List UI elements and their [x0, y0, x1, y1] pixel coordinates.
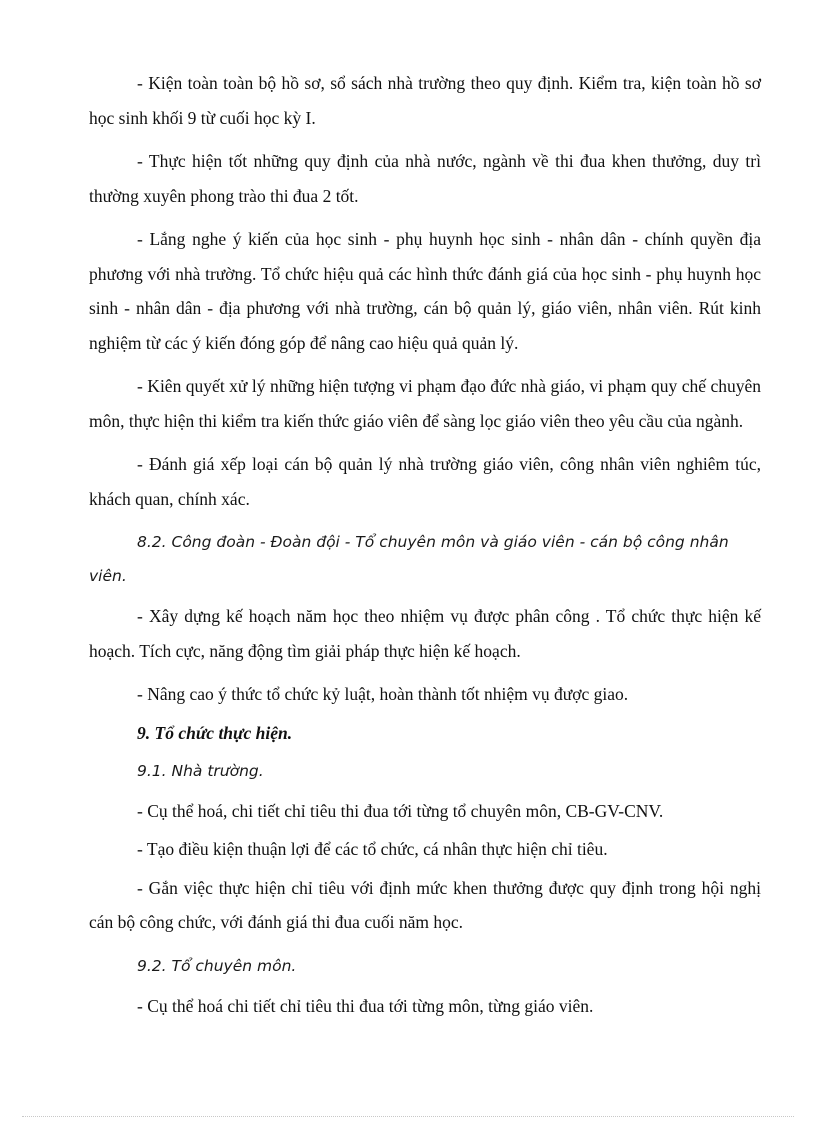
paragraph-violations: - Kiên quyết xử lý những hiện tượng vi phạm đạo đức nhà giáo, vi phạm quy chế chuyên môn, thực hiện thi kiểm tra kiến thức giáo viên để sàng lọc giáo viên theo yêu cầu của ngành. — [89, 376, 761, 431]
paragraph-9-1-conditions: - Tạo điều kiện thuận lợi để các tổ chức, cá nhân thực hiện chỉ tiêu. — [137, 839, 608, 859]
section-9-heading: 9. Tổ chức thực hiện. — [137, 722, 293, 743]
paragraph-9-1-rewards: - Gắn việc thực hiện chỉ tiêu với định mức khen thưởng được quy định trong hội nghị cán bộ công chức, với đánh giá thi đua cuối năm học. — [89, 877, 761, 932]
paragraph-emulation: - Thực hiện tốt những quy định của nhà nước, ngành về thi đua khen thưởng, duy trì thường xuyên phong trào thi đua 2 tốt. — [89, 151, 761, 206]
paragraph-9-1-detail: - Cụ thể hoá, chi tiết chỉ tiêu thi đua tới từng tổ chuyên môn, CB-GV-CNV. — [137, 800, 664, 821]
section-9-2-heading: 9.2. Tổ chuyên môn. — [137, 956, 297, 975]
paragraph-8-2-plan: - Xây dựng kế hoạch năm học theo nhiệm vụ được phân công . Tổ chức thực hiện kế hoạch. Tích cực, năng động tìm giải pháp thực hiện kế hoạch. — [89, 606, 761, 661]
paragraph-feedback: - Lắng nghe ý kiến của học sinh - phụ huynh học sinh - nhân dân - chính quyền địa phương với nhà trường. Tổ chức hiệu quả các hình thức đánh giá của học sinh - phụ huynh học sinh - nhân dân - địa phương với nhà trường, cán bộ quản lý, giáo viên, nhân viên. Rút kinh nghiệm từ các ý kiến đóng góp để nâng cao hiệu quả quản lý. — [89, 229, 761, 353]
paragraph-8-2-discipline: - Nâng cao ý thức tổ chức kỷ luật, hoàn thành tốt nhiệm vụ được giao. — [137, 684, 629, 704]
paragraph-9-2-detail: - Cụ thể hoá chi tiết chỉ tiêu thi đua tới từng môn, từng giáo viên. — [137, 995, 594, 1016]
section-9-1-heading: 9.1. Nhà trường. — [137, 761, 264, 780]
paragraph-records: - Kiện toàn toàn bộ hồ sơ, sổ sách nhà trường theo quy định. Kiểm tra, kiện toàn hồ sơ học sinh khối 9 từ cuối học kỳ I. — [89, 73, 761, 128]
footer-divider — [22, 1116, 794, 1117]
paragraph-evaluation: - Đánh giá xếp loại cán bộ quản lý nhà trường giáo viên, công nhân viên nghiêm túc, khách quan, chính xác. — [89, 454, 761, 509]
section-8-2-heading: 8.2. Công đoàn - Đoàn đội - Tổ chuyên môn và giáo viên - cán bộ công nhân viên. — [89, 533, 729, 585]
document-body — [89, 66, 761, 1027]
